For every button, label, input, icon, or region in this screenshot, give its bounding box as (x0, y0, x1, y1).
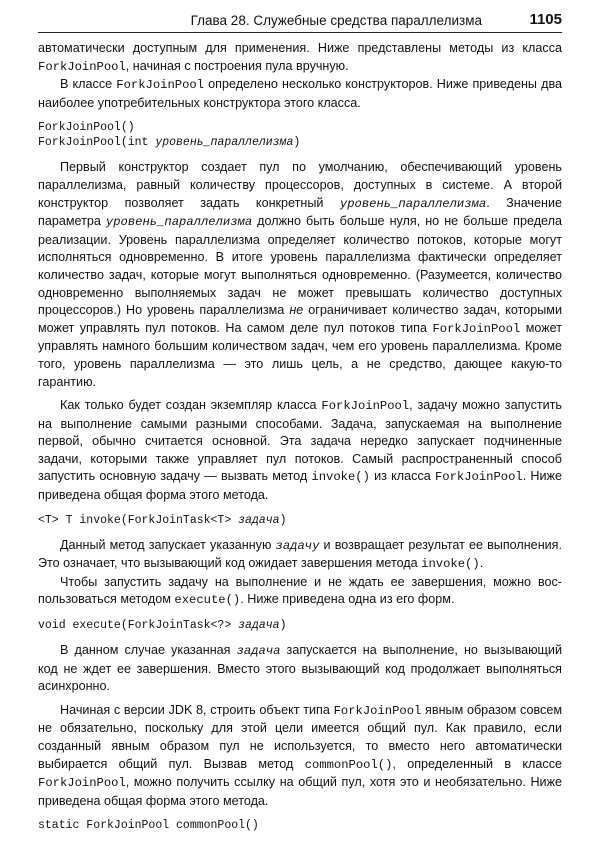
code-block-execute (38, 618, 562, 633)
code-block-commonpool (38, 818, 562, 833)
code-inline: invoke() (421, 557, 480, 572)
code-block-constructors (38, 120, 562, 150)
text: автоматически доступным для применения. Ниже представлены методы из класса (38, 41, 562, 55)
paragraph-1 (38, 40, 562, 76)
text: В классе (60, 77, 117, 92)
text: запускается на выполнение, но вызывающий код не ждет ее завершения. Вместо этого вызывающий код продолжает выполняться асинхронно. (38, 643, 562, 694)
code-param: задачу (275, 538, 320, 553)
page-number: 1105 (529, 11, 562, 28)
paragraph-7 (38, 642, 562, 696)
code-param: задача (238, 513, 280, 527)
page-body (38, 40, 562, 842)
code-line: ) (279, 619, 287, 633)
paragraph-3 (38, 159, 562, 391)
text: . Ниже приведена одна из его форм. (240, 592, 455, 607)
code-inline: ForkJoinPool (38, 59, 126, 74)
text: может управлять намного большим количеством задач, чем его уровень параллелизма. Кроме того, уровень параллелизма — это лишь цель, а не средство, дающее какую-то гарантию. (38, 320, 562, 389)
text: определено несколько конструкторов. Ниже приведены два наиболее употребительных конструктора этого класса. (38, 77, 563, 110)
page-header (38, 10, 562, 33)
paragraph-2 (38, 76, 562, 112)
code-param: задача (238, 619, 280, 633)
text: . Значение параметра (38, 195, 562, 229)
text: ограничивает количество задач, которыми может управлять пул потоков. На самом деле пул потоков типа (38, 303, 562, 335)
code-line: static ForkJoinPool commonPool() (38, 819, 259, 833)
code-line: ) (293, 136, 301, 150)
code-inline: execute() (174, 593, 241, 608)
text: явным образом совсем не обязательно, поскольку для этой цели имеется общий пул. Как правило, если созданный явным образом пул не используется, то вместо него автоматически выбирается общий пул. Вызвав метод (38, 702, 562, 771)
code-inline: invoke() (311, 470, 370, 485)
text: В данном случае указанная (60, 643, 237, 658)
code-param: задача (236, 644, 281, 659)
code-line: ForkJoinPool(int (38, 136, 156, 150)
emphasis: не (289, 303, 304, 318)
text: , начиная с построения пула вручную. (125, 58, 349, 73)
code-inline: ForkJoinPool (321, 399, 410, 414)
text: , определенный в классе (392, 756, 562, 771)
text: Как только будет создан экземпляр класса (60, 398, 322, 413)
paragraph-8 (38, 702, 562, 811)
text: , можно получить ссылку на общий пул, хотя это и необязательно. Ниже приведена общая форма этого метода. (38, 775, 562, 808)
text: и возвращает результат ее выполнения. Это означает, что вызывающий код ожидает завершения метода (38, 537, 562, 571)
text: Чтобы запустить задачу на выполнение и не ждать ее завершения, можно воспользоваться методом (38, 574, 562, 607)
code-inline: ForkJoinPool (333, 703, 422, 718)
code-param: уровень_параллелизма (339, 196, 487, 211)
running-head: Глава 28. Служебные средства параллелизма (190, 13, 482, 28)
code-param: уровень_параллелизма (105, 215, 253, 230)
text: из класса (369, 469, 435, 484)
code-param: уровень_параллелизма (155, 136, 294, 150)
code-line: <T> T invoke(ForkJoinTask<T> (38, 513, 239, 527)
text: . (479, 556, 484, 571)
text: . Ниже приведена общая форма этого метода. (38, 469, 562, 503)
paragraph-5 (38, 537, 562, 574)
text: Первый конструктор создает пул по умолчанию, обеспечивающий уровень параллелизма, равный количеству процессоров, доступных в системе. А второй конструктор позволяет задать конкретный (38, 160, 562, 210)
text: Начиная с версии JDK 8, строить объект типа (60, 702, 334, 717)
text: Данный метод запускает указанную (60, 537, 276, 552)
code-line: ForkJoinPool() (38, 121, 135, 135)
code-inline: ForkJoinPool (38, 776, 126, 791)
code-line: ) (279, 513, 287, 527)
code-block-invoke (38, 513, 562, 528)
code-inline: commonPool() (304, 757, 393, 772)
code-inline: ForkJoinPool (434, 470, 523, 485)
code-inline: ForkJoinPool (432, 321, 521, 336)
paragraph-6 (38, 574, 562, 610)
code-inline: ForkJoinPool (116, 78, 205, 93)
paragraph-4 (38, 397, 562, 505)
text: , задачу можно запустить на выполнение самыми разными способами. Задача, запускаемая на выполнение первой, обычно считается основной. Эта задача нередко запускает подчиненные задачи, которыми также управляет пул потоков. Самый распространенный способ запустить основную задачу — вызвать метод (38, 398, 562, 484)
text: должно быть больше нуля, но не больше предела реализации. Уровень параллелизма определяет количество потоков, которые могут исполняться одновременно. В итоге уровень параллелизма фактически определяет количество задач, которые могут выполняться одновременно. (Разумеется, количество одновременно выполняемых задач не может превышать количество доступных процессоров.) Но уровень параллелизма (38, 214, 562, 318)
code-line: void execute(ForkJoinTask<?> (38, 619, 239, 633)
